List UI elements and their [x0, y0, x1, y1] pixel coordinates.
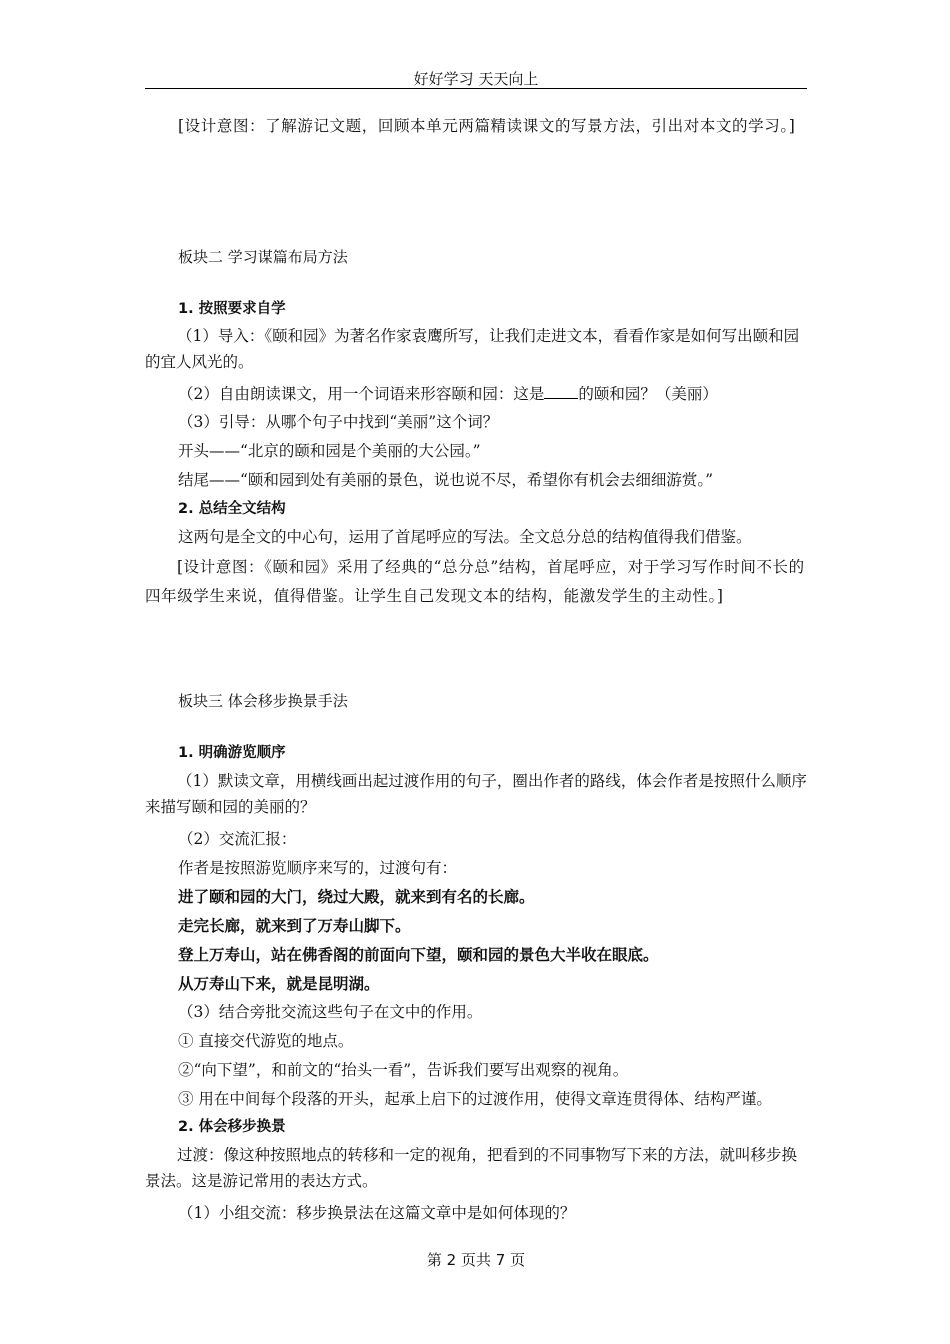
s2-paragraph-5: 结尾——“颐和园到处有美丽的景色，说也说不尽，希望你有机会去细细游赏。” — [178, 471, 714, 489]
s3-paragraph-1: （1）默读文章，用横线画出起过渡作用的句子，圈出作者的路线，体会作者是按照什么顺序来描写颐和园的美丽的？ — [145, 772, 807, 816]
section-3-sub-1: 1. 明确游览顺序 — [178, 745, 286, 761]
section-2-sub-2: 2. 总结全文结构 — [178, 501, 286, 517]
transition-sentence-2: 走完长廊，就来到了万寿山脚下。 — [178, 916, 411, 935]
s3-paragraph-4: （3）结合旁批交流这些句子在文中的作用。 — [178, 1003, 483, 1021]
transition-sentence-1: 进了颐和园的大门，绕过大殿，就来到有名的长廊。 — [178, 887, 535, 906]
design-intent-1: [设计意图：了解游记文题，回顾本单元两篇精读课文的写景方法，引出对本文的学习。] — [178, 117, 796, 135]
fill-in-blank — [544, 384, 578, 399]
s2-paragraph-6: 这两句是全文的中心句，运用了首尾呼应的写法。全文总分总的结构值得我们借鉴。 — [178, 528, 752, 546]
s3-paragraph-6: （1）小组交流：移步换景法在这篇文章中是如何体现的？ — [178, 1204, 576, 1222]
page-footer: 第 2 页共 7 页 — [426, 1251, 526, 1269]
s3-paragraph-3: 作者是按照游览顺序来写的，过渡句有： — [178, 859, 458, 877]
section-2-sub-1: 1. 按照要求自学 — [178, 301, 286, 317]
s2-paragraph-4: 开头——“北京的颐和园是个美丽的大公园。” — [178, 442, 481, 460]
s2-paragraph-2: （2）自由朗读课文，用一个词语来形容颐和园：这是 的颐和园？（美丽） — [178, 385, 718, 403]
s2-paragraph-1: （1）导入：《颐和园》为著名作家袁鹰所写，让我们走进文本，看看作家是如何写出颐和园的宜人风光的。 — [145, 327, 800, 371]
s3-paragraph-2: （2）交流汇报： — [178, 830, 297, 848]
section-2-title: 板块二 学习谋篇布局方法 — [178, 248, 348, 266]
section-3-sub-2: 2. 体会移步换景 — [178, 1119, 286, 1135]
s3-circle-point-2: ②“向下望”，和前文的“抬头一看”，告诉我们要写出观察的视角。 — [178, 1061, 629, 1079]
s3-circle-point-1: ① 直接交代游览的地点。 — [178, 1032, 354, 1050]
transition-sentence-3: 登上万寿山，站在佛香阁的前面向下望，颐和园的景色大半收在眼底。 — [178, 945, 659, 964]
s3-circle-point-3: ③ 用在中间每个段落的开头，起承上启下的过渡作用，使得文章连贯得体、结构严谨。 — [178, 1090, 772, 1108]
s3-paragraph-5: 过渡：像这种按照地点的转移和一定的视角，把看到的不同事物写下来的方法，就叫移步换景法。这是游记常用的表达方式。 — [145, 1146, 798, 1190]
header-divider — [145, 88, 807, 89]
design-intent-2: [设计意图：《颐和园》采用了经典的“总分总”结构，首尾呼应，对于学习写作时间不长的四年级学生来说，值得借鉴。让学生自己发现文本的结构，能激发学生的主动性。] — [145, 558, 805, 605]
page-header: 好好学习 天天向上 — [413, 70, 539, 88]
transition-sentence-4: 从万寿山下来，就是昆明湖。 — [178, 974, 380, 993]
section-3-title: 板块三 体会移步换景手法 — [178, 692, 348, 710]
s2-paragraph-3: （3）引导：从哪个句子中找到“美丽”这个词？ — [178, 413, 499, 431]
